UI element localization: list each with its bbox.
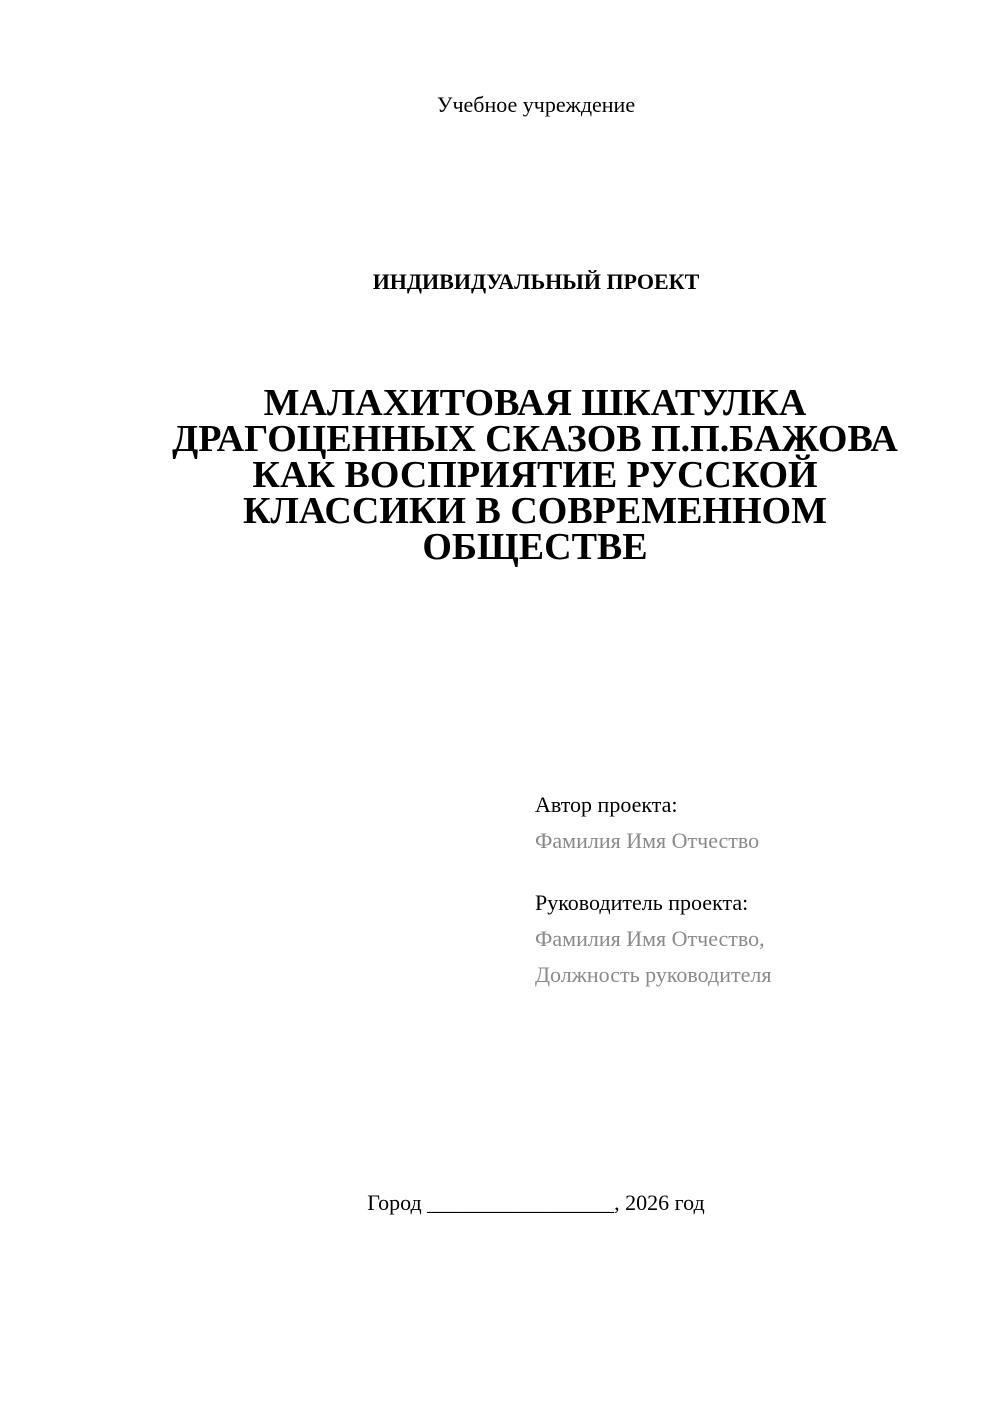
author-name: Фамилия Имя Отчество (535, 828, 760, 853)
project-title (140, 382, 930, 568)
title-line-5: ОБЩЕСТВЕ (422, 526, 648, 568)
authors-block (535, 787, 975, 993)
supervisor-position: Должность руководителя (535, 962, 772, 987)
city-year-line: Город _________________, 2026 год (367, 1190, 705, 1215)
author-label: Автор проекта: (535, 792, 678, 817)
institution-name: Учебное учреждение (436, 92, 636, 117)
title-line-3: КАК ВОСПРИЯТИЕ РУССКОЙ (252, 454, 818, 496)
title-line-4: КЛАССИКИ В СОВРЕМЕННОМ (243, 490, 827, 532)
title-line-1: МАЛАХИТОВАЯ ШКАТУЛКА (263, 382, 807, 424)
title-line-2: ДРАГОЦЕННЫХ СКАЗОВ П.П.БАЖОВА (172, 418, 898, 460)
document-type-label: ИНДИВИДУАЛЬНЫЙ ПРОЕКТ (372, 269, 700, 294)
supervisor-label: Руководитель проекта: (535, 890, 749, 915)
spacer (535, 859, 975, 885)
supervisor-name: Фамилия Имя Отчество, (535, 926, 765, 951)
